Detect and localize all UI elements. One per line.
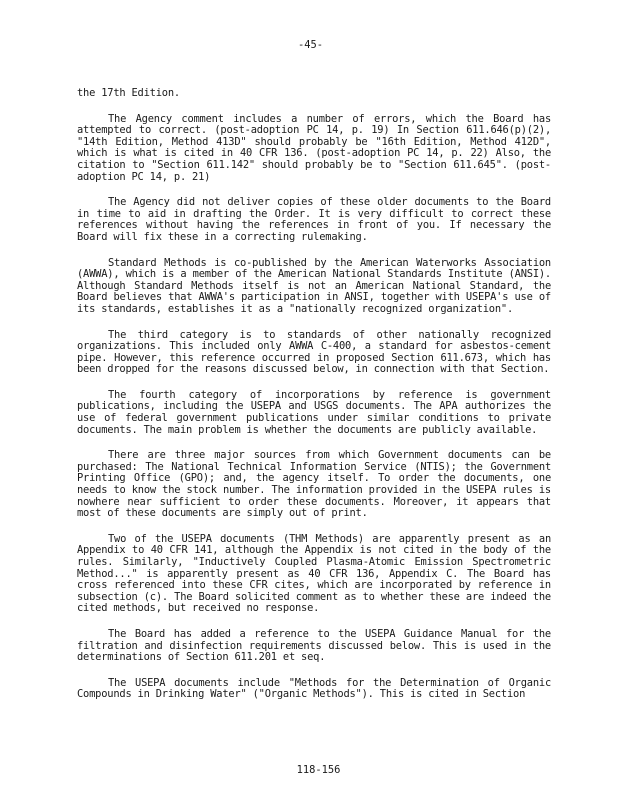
paragraph-third-category: The third category is to standards of other nationally recognized organizations. This included only AWWA C-400, a standard for asbestos-cement pipe. However, this reference occurred in proposed Section 611.673, which has been dropped for the reasons discussed below, in connection with that Section. (77, 328, 558, 376)
document-body (77, 87, 558, 715)
paragraph-agency-errors: The Agency comment includes a number of errors, which the Board has attempted to correct. (post-adoption PC 14, p. 19) In Section 611.646(p)(2), "14th Edition, Method 413D" should probably be "16th Edition, Method 412D", which is what is cited in 40 CFR 136. (post-adoption PC 14, p. 22) Also, the citation to "Section 611.142" should probably be to "Section 611.645". (post-adoption PC 14, p. 21) (77, 112, 558, 183)
paragraph-organic-methods: The USEPA documents include "Methods for the Determination of Organic Compounds in Drinking Water" ("Organic Methods"). This is cited in Section (77, 676, 558, 701)
paragraph-guidance-manual: The Board has added a reference to the USEPA Guidance Manual for the filtration and disinfection requirements discussed below. This is used in the determinations of Section 611.201 et seq. (77, 627, 558, 664)
paragraph-older-documents: The Agency did not deliver copies of these older documents to the Board in time to aid in drafting the Order. It is very difficult to correct these references without having the references in front of you. If necessary the Board will fix these in a correcting rulemaking. (77, 196, 558, 243)
paragraph-continuation: the 17th Edition. (77, 87, 180, 99)
paragraph-usepa-thm-methods: Two of the USEPA documents (THM Methods) are apparently present as an Appendix to 40 CFR 141, although the Appendix is not cited in the body of the rules. Similarly, "Inductively Coupled Plasma-Atomic Emission Spectrometric Method..." is apparently present as 40 CFR 136, Appendix C. The Board has cross referenced into these CFR cites, which are incorporated by reference in subsection (c). The Board solicited comment as to whether these are indeed the cited methods, but received no response. (77, 532, 558, 615)
page-number: -45- (297, 39, 324, 51)
paragraph-government-sources: There are three major sources from which Government documents can be purchased: The National Technical Information Service (NTIS); the Government Printing Office (GPO); and, the agency itself. To order the documents, one needs to know the stock number. The information provided in the USEPA rules is nowhere near sufficient to order these documents. Moreover, it appears that most of these documents are simply out of print. (77, 449, 558, 520)
paragraph-fourth-category: The fourth category of incorporations by reference is government publications, including the USEPA and USGS documents. The APA authorizes the use of federal government publications under similar conditions to private documents. The main problem is whether the documents are publicly available. (77, 388, 558, 436)
paragraph-standard-methods: Standard Methods is co-published by the American Waterworks Association (AWWA), which is a member of the American National Standards Institute (ANSI). Although Standard Methods itself is not an American National Standard, the Board believes that AWWA's participation in ANSI, together with USEPA's use of its standards, establishes it as a "nationally recognized organization". (77, 256, 558, 315)
page-footer-reference: 118-156 (296, 764, 341, 776)
